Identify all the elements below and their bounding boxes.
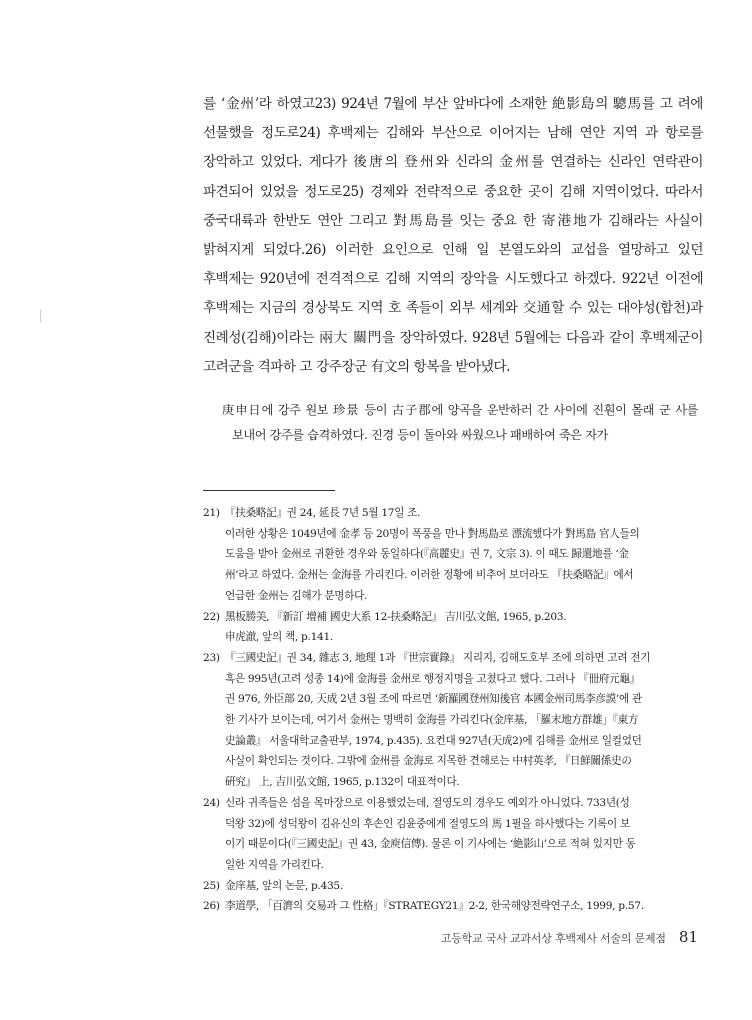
footnote-number: 21)	[203, 507, 220, 519]
footnote-line: 덕왕 32)에 성덕왕이 김유신의 후손인 김윤중에게 절영도의 馬 1필을 하사했다는 기록이 보	[225, 817, 630, 830]
footnote-item	[203, 896, 698, 917]
footnote-number: 23)	[203, 651, 220, 664]
footnote-item	[203, 503, 698, 607]
footnote-item	[203, 793, 698, 876]
footnote-line: 신라 귀족들은 섬을 목마장으로 이용했었는데, 절영도의 경우도 예외가 아니었다. 733년(성	[225, 796, 630, 809]
footnote-line: 도움을 받아 金州로 귀환한 경우와 동일하다(『高麗史』권 7, 文宗 3). 이 때도 歸還地를 ‘金	[225, 548, 629, 561]
footnote-item	[203, 648, 698, 793]
body-line: 고 강주장군 有文의 항복을 받아냈다.	[299, 358, 511, 375]
body-line: 신라인 연락관이 파견되어 있었을 정도로25) 경제와 전략적으로 중요한 곳이	[203, 154, 703, 200]
footnote-line: 『扶桑略記』권 24, 延長 7년 5월 17일 조.	[225, 507, 421, 519]
running-title: 고등학교 국사 교과서상 후백제사 서술의 문제점	[440, 932, 666, 945]
footnote-line: 이러한 상황은 1049년에 金孝 등 20명이 폭풍을 만나 對馬島로 漂流했다가 對馬島 官人들의	[225, 527, 640, 540]
body-line: 김해 지역이었다. 따라서 중국대륙과 한반도 연안 그리고 對馬島를 잇는 중요	[203, 183, 703, 229]
footnote-line: 金庠基, 앞의 논문, p.435.	[225, 879, 343, 892]
body-paragraph-text	[203, 90, 703, 382]
body-line: 족들이 외부 세계와 交通할 수 있는 대야성(합천)과 진례성(김해)이라는 兩大	[203, 300, 703, 346]
scan-artifact	[40, 310, 41, 322]
quote-line: 사를 보내어 강주를 습격하였다. 진경 등이 돌아와 싸웠으나 패배하여 죽은 자가	[232, 403, 698, 442]
footnote-line: 史論叢』 서울대학교출판부, 1974, p.435). 요컨대 927년(天成2)에 김해를 金州로 일컬었던	[225, 734, 642, 747]
footnote-number: 26)	[203, 900, 220, 913]
body-line: 과 항로를 장악하고 있었다. 게다가 後唐의 登州와 신라의 金州를 연결하는	[203, 125, 703, 171]
footnote-line: 언급한 金州는 김해가 분명하다.	[225, 589, 368, 602]
footnote-separator	[203, 490, 335, 491]
body-line: 關門을 장악하였다. 928년 5월에는 다음과 같이 후백제군이 고려군을 격파하	[203, 329, 704, 375]
quote-text	[222, 398, 698, 448]
page-number: 81	[678, 928, 698, 946]
footnote-line: 한 기사가 보이는데, 여기서 金州는 명백히 金海를 가리킨다(金庠基, 「羅末地方群雄」『東方	[225, 714, 639, 727]
footnote-line: 권 976, 外臣部 20, 天成 2년 3월 조에 따르면 ‘新羅國登州知後官 本國金州司馬李彦謨’에 관	[225, 693, 642, 706]
footnote-line: 李道學, 「百濟의 交易과 그 性格」『STRATEGY21』2-2, 한국해양전략연구소, 1999, p.57.	[225, 900, 644, 913]
footnote-line: 혹은 995년(고려 성종 14)에 金海를 金州로 행정지명을 고쳤다고 했다. 그러나 『冊府元龜』	[225, 672, 640, 685]
body-line: 본열도와의 교섭을 열망하고 있던 후백제는 920년에 전격적으로 김해 지역의	[203, 242, 704, 288]
footnote-line: 硏究』 上, 吉川弘文館, 1965, p.132이 대표적이다.	[225, 776, 460, 789]
footnote-line: 黑板勝美, 『新訂 增補 國史大系 12-扶桑略記』 吉川弘文館, 1965, p.203.	[225, 610, 567, 623]
body-line: 려에 선물했을 정도로24) 후백제는 김해와 부산으로 이어지는 남해 연안 지역	[203, 96, 703, 142]
footnote-line: 일한 지역을 가리킨다.	[225, 858, 324, 871]
body-line: 장악을 시도했다고 하겠다. 922년 이전에 후백제는 지금의 경상북도 지역 호	[203, 271, 704, 317]
footnote-line: 이기 때문이다(『三國史記』권 43, 金庾信傳). 물론 이 기사에는 ‘絶影山’으로 적혀 있지만 동	[225, 838, 636, 851]
footnote-line: 州’라고 하였다. 金州는 金海를 가리킨다. 이러한 정황에 비추어 보더라도 『扶桑略記』에서	[225, 569, 634, 582]
block-quote	[222, 398, 698, 448]
footnote-line: 『三國史記』권 34, 雜志 3, 地理 1과 『世宗實錄』 지리지, 김해도호부 조에 의하면 고려 전기	[225, 651, 651, 664]
footnote-item	[203, 876, 698, 897]
footnote-item	[203, 607, 698, 648]
footnote-line: 申虎澈, 앞의 책, p.141.	[225, 631, 333, 644]
footnote-number: 24)	[203, 796, 220, 809]
page-footer	[380, 927, 698, 946]
body-line: 한 寄港地가 김해라는 사실이 밝혀지게 되었다.26) 이러한 요인으로 인해 일	[203, 212, 703, 259]
footnote-line: 사실이 확인되는 것이다. 그밖에 金州를 金海로 지목한 견해로는 中村英孝, 『日鮮關係史の	[225, 755, 632, 768]
footnote-number: 25)	[203, 879, 220, 892]
footnote-number: 22)	[203, 610, 220, 623]
footnote-list	[203, 503, 698, 917]
quote-line: 庚申日에 강주 원보 珍景 등이 古子郡에 양곡을 운반하러 간 사이에 진훤이 몰래 군	[222, 403, 671, 417]
body-line: 를 ‘金州’라 하였고23) 924년 7월에 부산 앞바다에 소재한 絶影島의 驄馬를 고	[203, 96, 673, 112]
body-paragraph	[203, 90, 703, 382]
